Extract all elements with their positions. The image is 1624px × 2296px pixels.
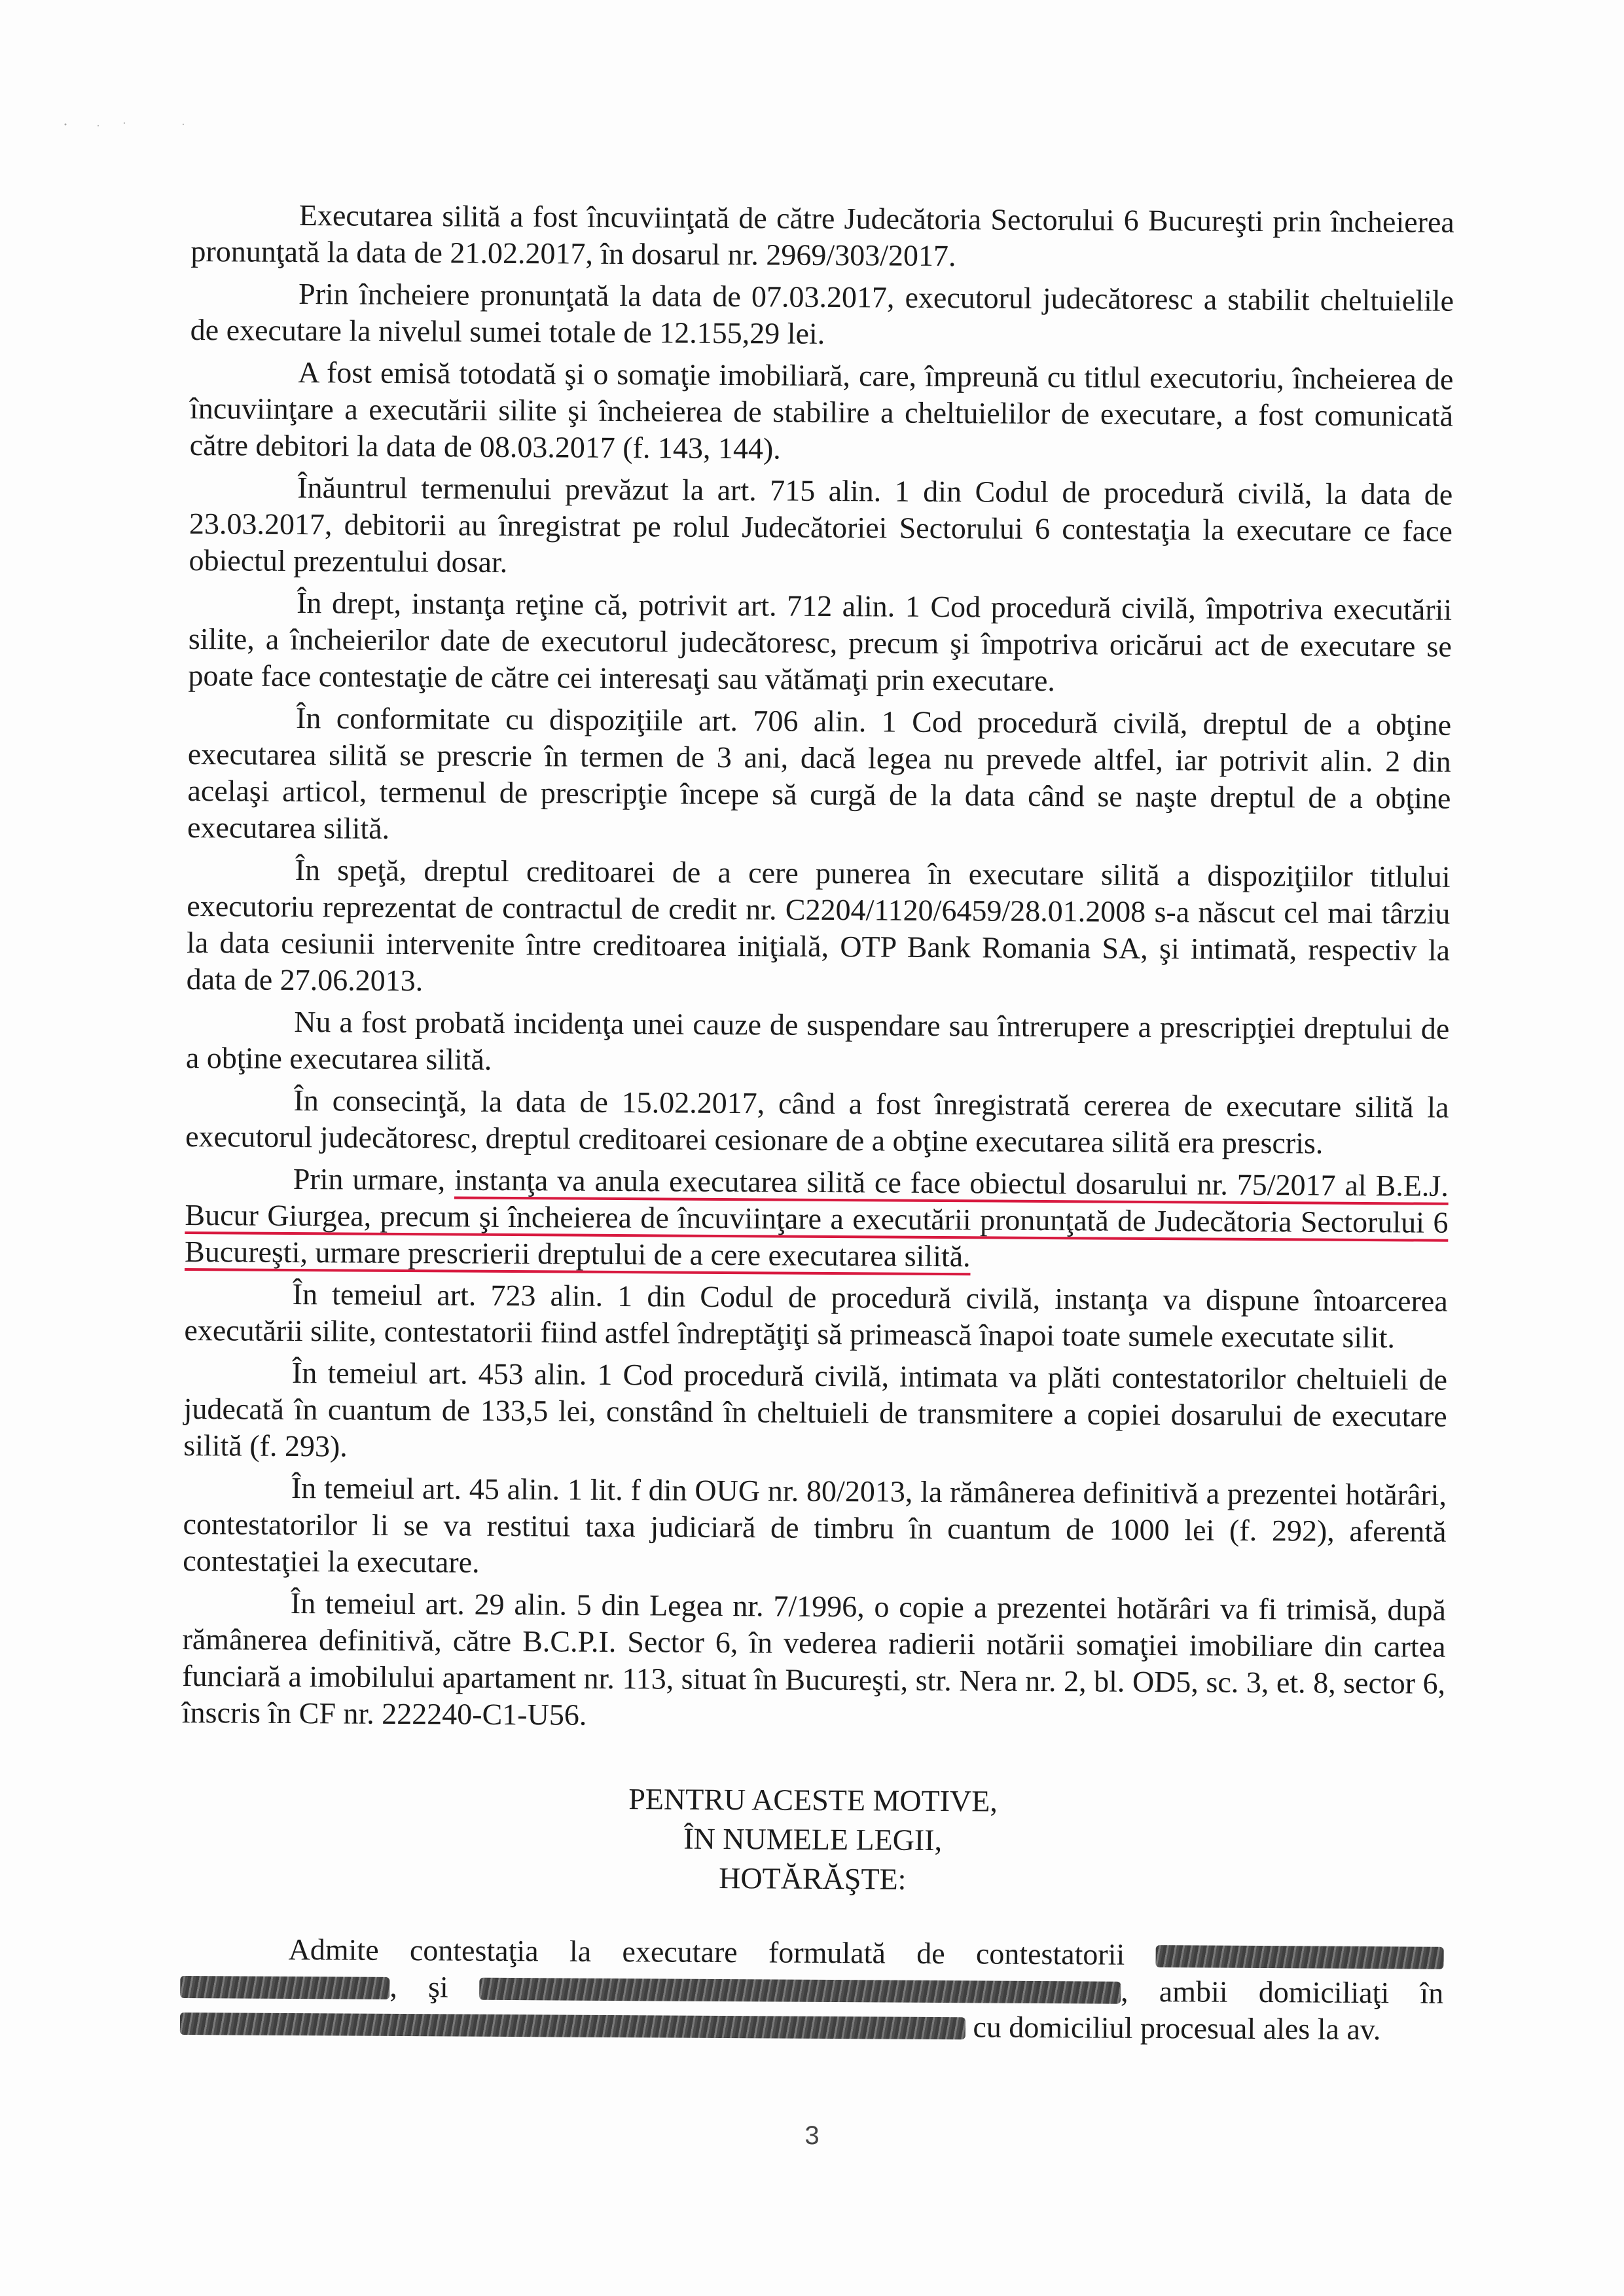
redacted-name-1 (1156, 1945, 1444, 1969)
paragraph-restitution: În temeiul art. 723 alin. 1 din Codul de procedură civilă, instanţa va dispune întoarcerea executării silite, contestatorii fiind astfel îndreptăţiţi să primească înapoi toate sumele executate silit. (184, 1277, 1448, 1355)
paragraph-filing: Înăuntrul termenului prevăzut la art. 715 alin. 1 din Codul de procedură civilă, la data de 23.03.2017, debitorii au înregistrat pe rolul Judecătoriei Sectorului 6 contestaţia la executare ce face obiectul prezentului dosar. (189, 471, 1453, 579)
paragraph-land-registry: În temeiul art. 29 alin. 5 din Legea nr. 7/1996, o copie a prezentei hotărâri va fi trimisă, după rămânerea definitivă, către B.C.P.I. Sector 6, în vederea radierii notării somaţiei imobiliare din cartea funciară a imobilului apartament nr. 113, situat în Bucureşti, str. Nera nr. 2, bl. OD5, sc. 3, et. 8, sector 6, înscris în CF nr. 222240-C1-U56. (181, 1586, 1447, 1732)
paragraph-law: În drept, instanţa reţine că, potrivit art. 712 alin. 1 Cod procedură civilă, împotriva executării silite, a încheierilor date de executorul judecătoresc, precum şi împotriva oricărui act de executare se poate face contestaţie de către cei interesaţi sau vătămaţi prin executare. (188, 585, 1453, 698)
paragraph-consequence: În consecinţă, la data de 15.02.2017, când a fost înregistrată cererea de executare silită la executorul judecătoresc, dreptul creditoarei cesionare de a obţine executarea silită era prescris. (185, 1083, 1449, 1160)
paragraph-summons: A fost emisă totodată şi o somaţie imobiliară, care, împreună cu titlul executoriu, încheierea de încuviinţare a executării silite şi încheierea de stabilire a cheltuielilor de executare, a fost comunicată către debitori la data de 08.03.2017 (f. 143, 144). (189, 355, 1454, 465)
paragraph-dispositive: Admite contestaţia la executare formulată de contestatorii , şi , ambii domiciliaţi în cu domiciliul procesual ales la av. (180, 1931, 1444, 2049)
redacted-name-2 (479, 1978, 1121, 2004)
document-body (180, 196, 1454, 2049)
annulment-lead: Prin urmare, (293, 1161, 455, 1197)
dispositive-part-1: Admite contestaţia la executare formulată de contestatorii (288, 1932, 1125, 1971)
annulment-underlined-text: instanţa va anula executarea silită ce face obiectul dosarului nr. 75/2017 al B.E.J. Bucur Giurgea, precum şi încheierea de încuviinţare a executării pronunţată de Judecătoria Sectorului 6 Bucureşti, urmare prescrierii dreptului de a cere executarea silită. (185, 1163, 1449, 1273)
redacted-cnp-1 (180, 1976, 389, 1999)
dispositive-part-2: şi (427, 1970, 448, 2004)
heading-line-1: PENTRU ACESTE MOTIVE, (628, 1782, 998, 1818)
scan-artifact (52, 111, 196, 137)
paragraph-no-suspension: Nu a fost probată incidenţa unei cauze de suspendare sau întrerupere a prescripţiei dreptului de a obţine executarea silită. (185, 1004, 1450, 1076)
paragraph-authorization: Executarea silită a fost încuviinţată de către Judecătoria Sectorului 6 Bucureşti prin încheierea pronunţată la data de 21.02.2017, în dosarul nr. 2969/303/2017. (190, 198, 1454, 273)
dispositive-part-4: cu domiciliul procesual ales la av. (973, 2010, 1381, 2047)
verdict-heading (181, 1777, 1445, 1903)
paragraph-costs: Prin încheiere pronunţată la data de 07.03.2017, executorul judecătoresc a stabilit cheltuielile de executare la nivelul sumei totale de 12.155,29 lei. (190, 277, 1454, 350)
redacted-address (180, 2013, 965, 2039)
paragraph-court-costs: În temeiul art. 453 alin. 1 Cod procedură civilă, intimata va plăti contestatorilor cheltuieli de judecată în cuantum de 133,5 lei, constând în cheltuieli de transmitere a copiei dosarului de executare silită (f. 293). (183, 1355, 1448, 1463)
paragraph-stamp-tax: În temeiul art. 45 alin. 1 lit. f din OUG nr. 80/2013, la rămânerea definitivă a prezentei hotărâri, contestatorilor li se va restitui taxa judiciară de timbru în cuantum de 1000 lei (f. 292), aferentă contestaţiei la executare. (183, 1470, 1447, 1579)
paragraph-prescription-rule: În conformitate cu dispoziţiile art. 706 alin. 1 Cod procedură civilă, dreptul de a obţine executarea silită se prescrie în termen de 3 ani, dacă legea nu prevede altfel, iar potrivit alin. 2 din acelaşi articol, termenul de prescripţie începe să curgă de la data când se naşte dreptul de a obţine executarea silită. (187, 701, 1452, 845)
paragraph-credit-contract: În speţă, dreptul creditoarei de a cere punerea în executare silită a dispoziţiilor titlului executoriu reprezentat de contractul de credit nr. C2204/1120/6459/28.01.2008 s-a născut cel mai târziu la data cesiunii intervenite între creditoarea iniţială, OTP Bank Romania SA, şi intimată, respectiv la data de 27.06.2013. (186, 852, 1451, 998)
dispositive-part-3: , ambii domiciliaţi în (1120, 1974, 1444, 2010)
page-number: 3 (804, 2121, 820, 2150)
heading-line-3: HOTĂRĂŞTE: (719, 1861, 907, 1896)
heading-line-2: ÎN NUMELE LEGII, (683, 1821, 943, 1857)
paragraph-annulment (185, 1160, 1449, 1278)
